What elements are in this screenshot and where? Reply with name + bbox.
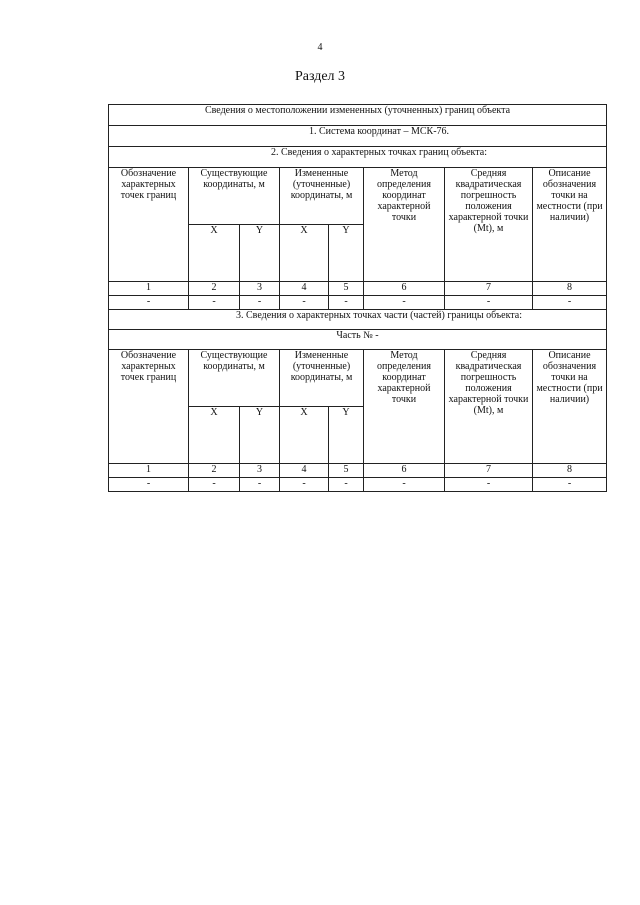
boundary-table	[108, 104, 607, 492]
column-number-row	[109, 282, 607, 296]
col-num: 7	[445, 282, 533, 296]
col-num: 7	[445, 464, 533, 478]
header-existing-y: Y	[240, 407, 280, 464]
header-changed-y: Y	[329, 225, 364, 282]
column-number-row	[109, 464, 607, 478]
cell-dash: -	[280, 478, 329, 492]
header-designation: Обозначение характерных точек границ	[109, 168, 189, 282]
col-num: 3	[240, 464, 280, 478]
cell-dash: -	[109, 296, 189, 310]
cell-dash: -	[533, 296, 607, 310]
header-changed-y: Y	[329, 407, 364, 464]
cell-dash: -	[189, 478, 240, 492]
header-description: Описание обозначения точки на местности (при наличии)	[533, 168, 607, 282]
header-changed-x: X	[280, 407, 329, 464]
cell-dash: -	[364, 478, 445, 492]
col-num: 1	[109, 464, 189, 478]
coord-system-row: 1. Система координат – МСК-76.	[109, 126, 607, 147]
header-error: Средняя квадратическая погрешность положения характерной точки (Mt), м	[445, 168, 533, 282]
col-num: 2	[189, 464, 240, 478]
header-changed-x: X	[280, 225, 329, 282]
col-num: 8	[533, 282, 607, 296]
cell-dash: -	[329, 296, 364, 310]
header-designation: Обозначение характерных точек границ	[109, 350, 189, 464]
table-title: Сведения о местоположении измененных (уточненных) границ объекта	[109, 105, 607, 126]
col-num: 6	[364, 464, 445, 478]
section2-title: 2. Сведения о характерных точках границ объекта:	[109, 147, 607, 168]
cell-dash: -	[329, 478, 364, 492]
section3-title: 3. Сведения о характерных точках части (частей) границы объекта:	[109, 310, 607, 330]
cell-dash: -	[240, 478, 280, 492]
empty-data-row	[109, 478, 607, 492]
cell-dash: -	[445, 478, 533, 492]
header-existing-x: X	[189, 407, 240, 464]
section-title: Раздел 3	[294, 69, 346, 84]
col-num: 2	[189, 282, 240, 296]
header-description: Описание обозначения точки на местности (при наличии)	[533, 350, 607, 464]
header-existing-coords: Существующие координаты, м	[189, 350, 280, 407]
col-num: 3	[240, 282, 280, 296]
header-method: Метод определения координат характерной точки	[364, 168, 445, 282]
cell-dash: -	[533, 478, 607, 492]
header-existing-coords: Существующие координаты, м	[189, 168, 280, 225]
col-num: 5	[329, 282, 364, 296]
col-num: 4	[280, 282, 329, 296]
cell-dash: -	[280, 296, 329, 310]
header-changed-coords: Измененные (уточненные) координаты, м	[280, 350, 364, 407]
cell-dash: -	[109, 478, 189, 492]
cell-dash: -	[445, 296, 533, 310]
cell-dash: -	[240, 296, 280, 310]
col-num: 8	[533, 464, 607, 478]
col-num: 6	[364, 282, 445, 296]
col-num: 4	[280, 464, 329, 478]
col-num: 1	[109, 282, 189, 296]
part-label: Часть № -	[109, 330, 607, 350]
cell-dash: -	[189, 296, 240, 310]
col-num: 5	[329, 464, 364, 478]
cell-dash: -	[364, 296, 445, 310]
page-number: 4	[317, 42, 323, 53]
header-existing-y: Y	[240, 225, 280, 282]
header-changed-coords: Измененные (уточненные) координаты, м	[280, 168, 364, 225]
header-existing-x: X	[189, 225, 240, 282]
header-error: Средняя квадратическая погрешность положения характерной точки (Mt), м	[445, 350, 533, 464]
empty-data-row	[109, 296, 607, 310]
header-method: Метод определения координат характерной точки	[364, 350, 445, 464]
